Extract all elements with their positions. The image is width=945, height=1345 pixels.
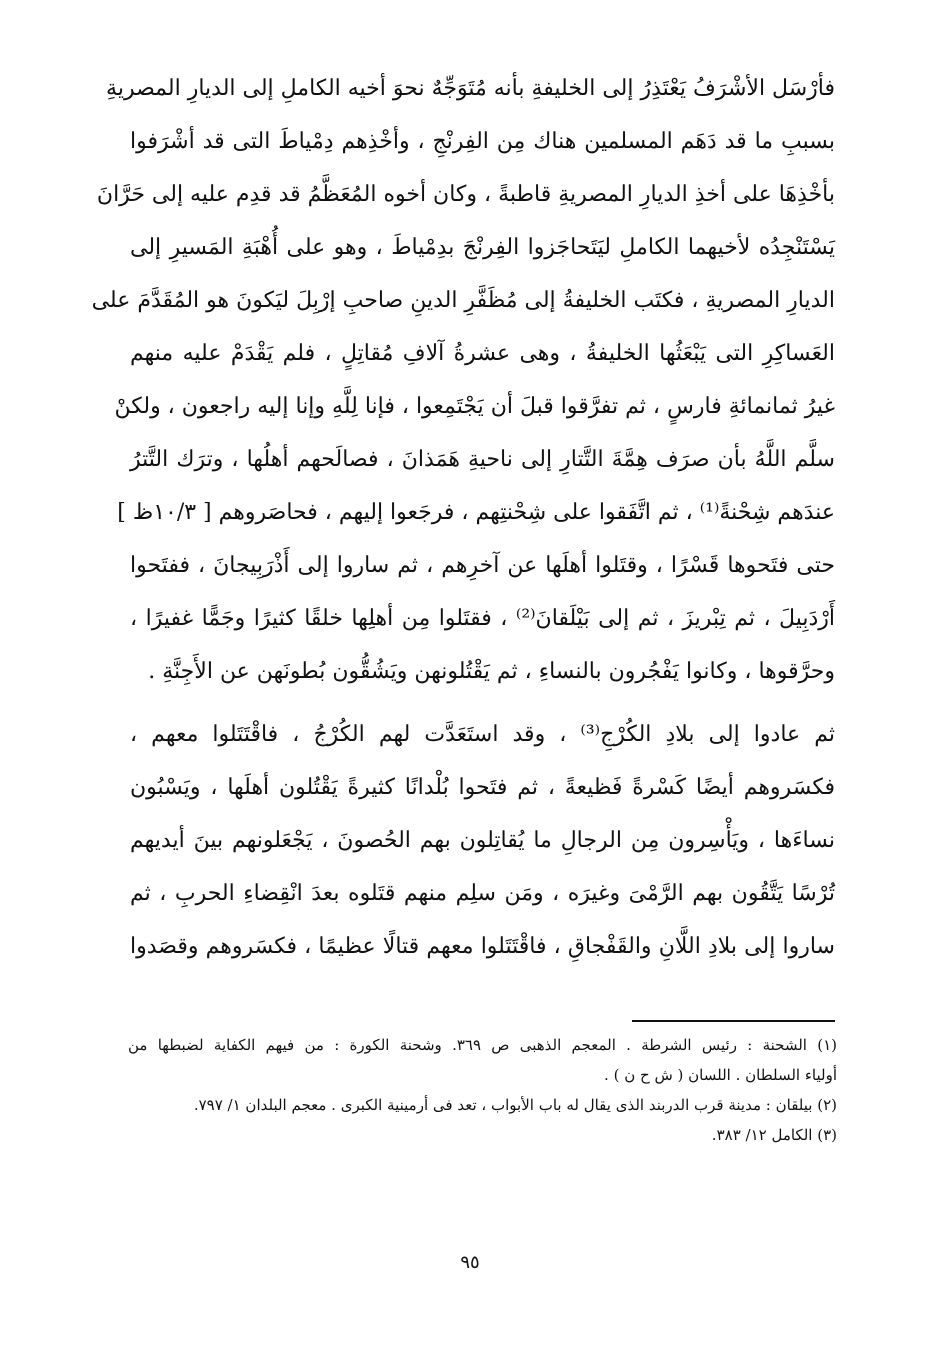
text-line: عندَهم شِحْنةً⁽¹⁾ ، ثم اتَّفَقوا على شِحْنتِهم ، فرجَعوا إليهم ، فحاصَروهم [ ١٠/٣ظ ] xyxy=(117,500,835,525)
text-line: سلَّم اللَّهُ بأن صرَف هِمَّةَ التَّتارِ إلى ناحيةِ هَمَذانَ ، فصالَحهم أهلُها ، وترَك التَّترُ xyxy=(130,447,835,472)
main-text xyxy=(91,62,835,973)
footnote-line: (٣) الكامل ١٢/ ٣٨٣. xyxy=(711,1126,837,1144)
text-line: غيرُ ثمانمائةِ فارسٍ ، ثم تفرَّقوا قبلَ أن يَجْتَمِعوا ، فإنا لِلَّهِ وإنا إليه راجعون ، ولكنْ xyxy=(114,394,835,419)
footnote-divider xyxy=(632,1020,835,1022)
footnotes xyxy=(128,1030,837,1150)
footnote-line: (٢) بيلقان : مدينة قرب الدربند الذى يقال له باب الأبواب ، تعد فى أرمينية الكبرى . معجم البلدان ١/ ٧٩٧. xyxy=(193,1096,837,1114)
text-line: نساءَها ، ويَأْسِرون مِن الرجالِ ما يُقاتِلون بهم الحُصونَ ، يَجْعَلونهم بينَ أيديهم xyxy=(130,828,835,853)
text-line: بأخْذِهَا على أخذِ الديارِ المصريةِ قاطبةً ، وكان أخوه المُعَظَّمُ قد قدِم عليه إلى حَرَّانَ xyxy=(96,182,835,207)
paragraph-gap xyxy=(130,698,835,708)
footnote-line: أولياء السلطان . اللسان ( ش ح ن ) . xyxy=(604,1066,837,1084)
text-line: فأرْسَل الأشْرَفُ يَعْتَذِرُ إلى الخليفةِ بأنه مُتَوَجِّهٌ نحوَ أخيه الكاملِ إلى الديارِ المصريةِ xyxy=(106,76,835,101)
text-line: حتى فتَحوها قَسْرًا ، وقتَلوا أهلَها عن آخرِهم ، ثم ساروا إلى أَذْرَبِيجانَ ، ففتَحوا xyxy=(130,553,835,578)
text-line: الديارِ المصريةِ ، فكتَب الخليفةُ إلى مُظَفَّرِ الدينِ صاحبِ إرْبِلَ ليَكونَ هو المُقَدَّمَ على xyxy=(91,288,835,313)
text-line: ثم عادوا إلى بلادِ الكُرْجِ⁽³⁾ ، وقد استَعَدَّت لهم الكُرْجُ ، فاقْتَتَلوا معهم ، xyxy=(130,722,835,747)
page-number: ٩٥ xyxy=(460,1252,480,1273)
text-line: يَسْتَنْجِدُه لأخيهما الكاملِ ليَتَحاجَزوا الفِرنْجَ بدِمْياطَ ، وهو على أُهْبَةِ المَسيرِ إلى xyxy=(130,235,835,260)
text-line: فكسَروهم أيضًا كَسْرةً فَظيعةً ، ثم فتَحوا بُلْدانًا كثيرةً يَقْتُلون أهلَها ، ويَسْبُون xyxy=(130,775,835,800)
text-line: العَساكِرِ التى يَبْعَثُها الخليفةُ ، وهى عشرةُ آلافِ مُقاتِلٍ ، فلم يَقْدَمْ عليه منهم xyxy=(130,341,835,366)
text-line: بسببِ ما قد دَهَم المسلمين هناك مِن الفِرنْجِ ، وأخْذِهم دِمْياطَ التى قد أشْرَفوا xyxy=(130,129,835,154)
text-line: ساروا إلى بلادِ اللَّانِ والقَفْجاقِ ، فاقْتَتَلوا معهم قتالًا عظيمًا ، فكسَروهم وقصَدوا xyxy=(130,934,835,959)
footnote-line: (١) الشحنة : رئيس الشرطة . المعجم الذهبى ص ٣٦٩. وشحنة الكورة : من فيهم الكفاية لضبطها من xyxy=(128,1036,837,1054)
text-line: وحرَّقوها ، وكانوا يَفْجُرون بالنساءِ ، ثم يَقْتُلونهن ويَشُقُّون بُطونَهن عن الأَجِنَّةِ . xyxy=(148,659,835,684)
text-line: تُرْسًا يَتَّقُون بهم الرَّمْىَ وغيرَه ، ومَن سلِم منهم قتَلوه بعدَ انْقِضاءِ الحربِ ، ثم xyxy=(130,881,835,906)
text-line: أَرْدَبِيلَ ، ثم تِبْريزَ ، ثم إلى بَيْلَقانَ⁽²⁾ ، فقتَلوا مِن أهلِها خلقًا كثيرًا وجَمًّا غفيرًا ، xyxy=(130,606,835,631)
